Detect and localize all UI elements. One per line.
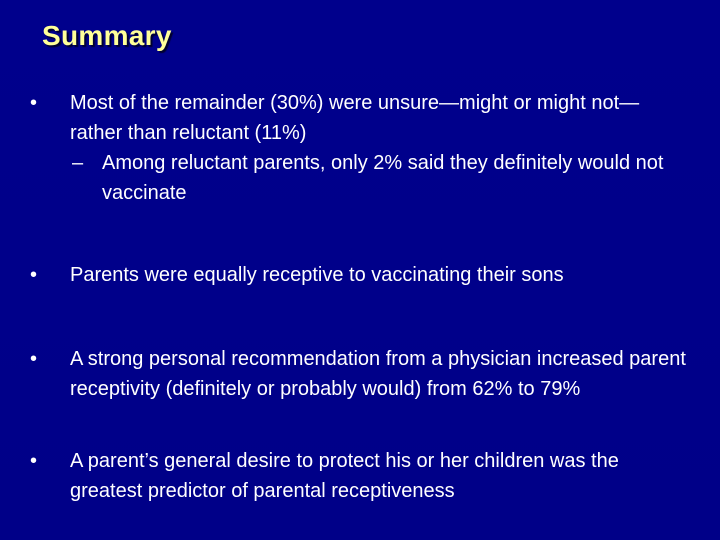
bullet-text: Parents were equally receptive to vaccinating their sons	[70, 264, 564, 286]
bullet-text: A parent’s general desire to protect his or her children was the greatest predictor of parental receptiveness	[70, 450, 619, 502]
sub-bullet-item	[70, 148, 688, 208]
bullet-marker: •	[30, 92, 38, 114]
bullet-text: Most of the remainder (30%) were unsure—might or might not—rather than reluctant (11%)	[70, 92, 640, 144]
slide-title: Summary	[42, 20, 172, 51]
sub-bullet-marker: –	[72, 152, 84, 174]
bullet-marker: •	[30, 450, 38, 472]
bullet-marker: •	[30, 348, 38, 370]
bullet-item	[28, 88, 688, 208]
bullet-text: A strong personal recommendation from a physician increased parent receptivity (definitely or probably would) from 62% to 79%	[70, 348, 686, 400]
bullet-list	[28, 88, 688, 506]
bullet-item	[28, 344, 688, 404]
bullet-marker: •	[30, 264, 38, 286]
bullet-item	[28, 446, 688, 506]
bullet-item	[28, 260, 688, 290]
sub-bullet-text: Among reluctant parents, only 2% said they definitely would not vaccinate	[102, 152, 664, 204]
